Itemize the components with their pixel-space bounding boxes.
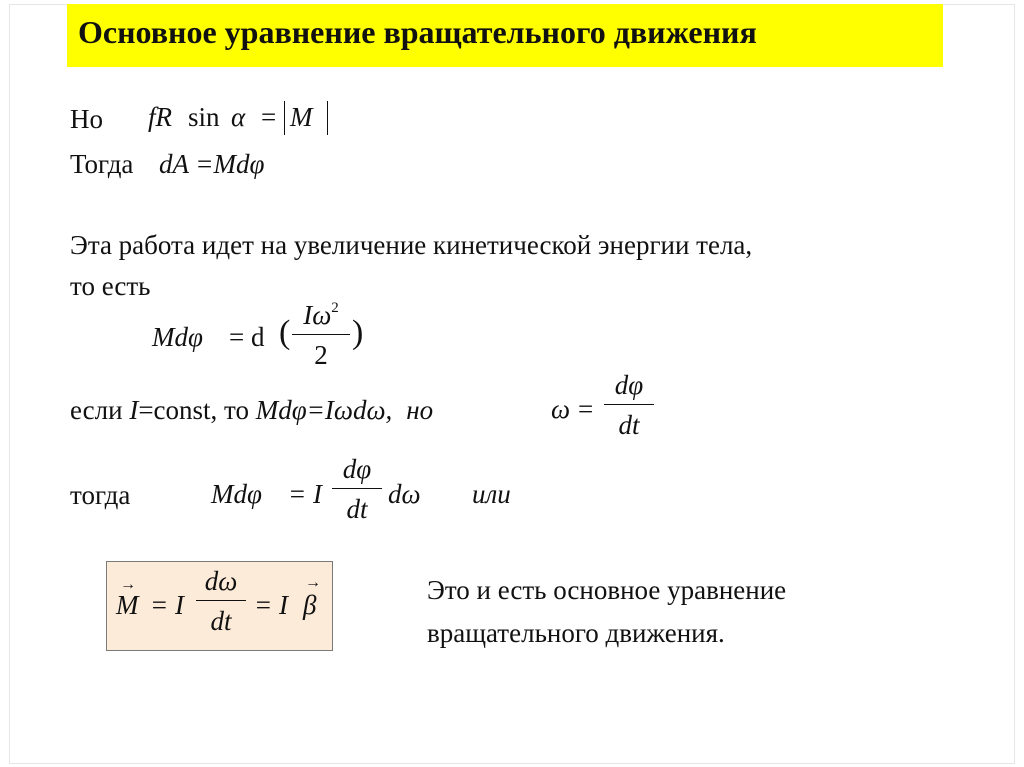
formula-m: M — [290, 102, 313, 132]
energy-numerator: $I\omega^2$ — [303, 300, 339, 330]
main-m: M — [116, 590, 139, 620]
abs-bar-right — [327, 101, 328, 135]
formula-eq: = — [261, 102, 277, 132]
omega-denominator: dt — [618, 410, 640, 440]
but-label: Но — [70, 104, 103, 134]
main-eq1: = I — [150, 590, 184, 620]
then-numerator: dφ — [342, 454, 372, 484]
work-text-line1: Эта работа идет на увеличение кинетической энергии тела, — [70, 230, 753, 260]
main-eq2: = I — [254, 590, 288, 620]
then-eq: = I — [288, 479, 322, 509]
or-label: или — [472, 479, 511, 509]
energy-eq: = d — [229, 322, 265, 352]
energy-fraction — [292, 301, 350, 369]
energy-lhs: Mdφ — [152, 322, 203, 352]
omega-lhs: ω — [551, 394, 571, 424]
if-line: если I=const, то Mdφ=Iωdω, но — [70, 395, 434, 425]
omega-fraction — [604, 372, 654, 439]
formula-fr: fR — [148, 102, 172, 132]
abs-bar-left — [284, 101, 285, 135]
work-text-line2: то есть — [70, 271, 151, 301]
main-fraction — [196, 568, 246, 635]
then-lhs: Mdφ — [211, 479, 262, 509]
conclusion-line2: вращательного движения. — [427, 618, 725, 648]
then-label: Тогда — [70, 149, 134, 179]
then-denominator: dt — [346, 494, 368, 524]
vector-arrow-beta: → — [305, 574, 321, 591]
then-fraction — [332, 456, 382, 523]
slide-title: Основное уравнение вращательного движения — [78, 14, 757, 50]
main-denominator: dt — [210, 606, 232, 636]
then-label-2: тогда — [70, 480, 131, 510]
main-beta: β — [303, 590, 317, 620]
energy-denominator: 2 — [314, 340, 328, 370]
formula-da: dA =Mdφ — [159, 149, 265, 179]
main-numerator: dω — [204, 566, 238, 596]
formula-alpha: α — [231, 102, 246, 132]
energy-rparen: ) — [352, 314, 364, 351]
formula-sin: sin — [188, 102, 220, 132]
omega-eq: = — [578, 394, 594, 424]
then-tail: dω — [388, 479, 421, 509]
omega-numerator: dφ — [614, 370, 644, 400]
conclusion-line1: Это и есть основное уравнение — [427, 575, 787, 605]
energy-lparen: ( — [279, 314, 291, 351]
vector-arrow-m: → — [120, 576, 136, 593]
